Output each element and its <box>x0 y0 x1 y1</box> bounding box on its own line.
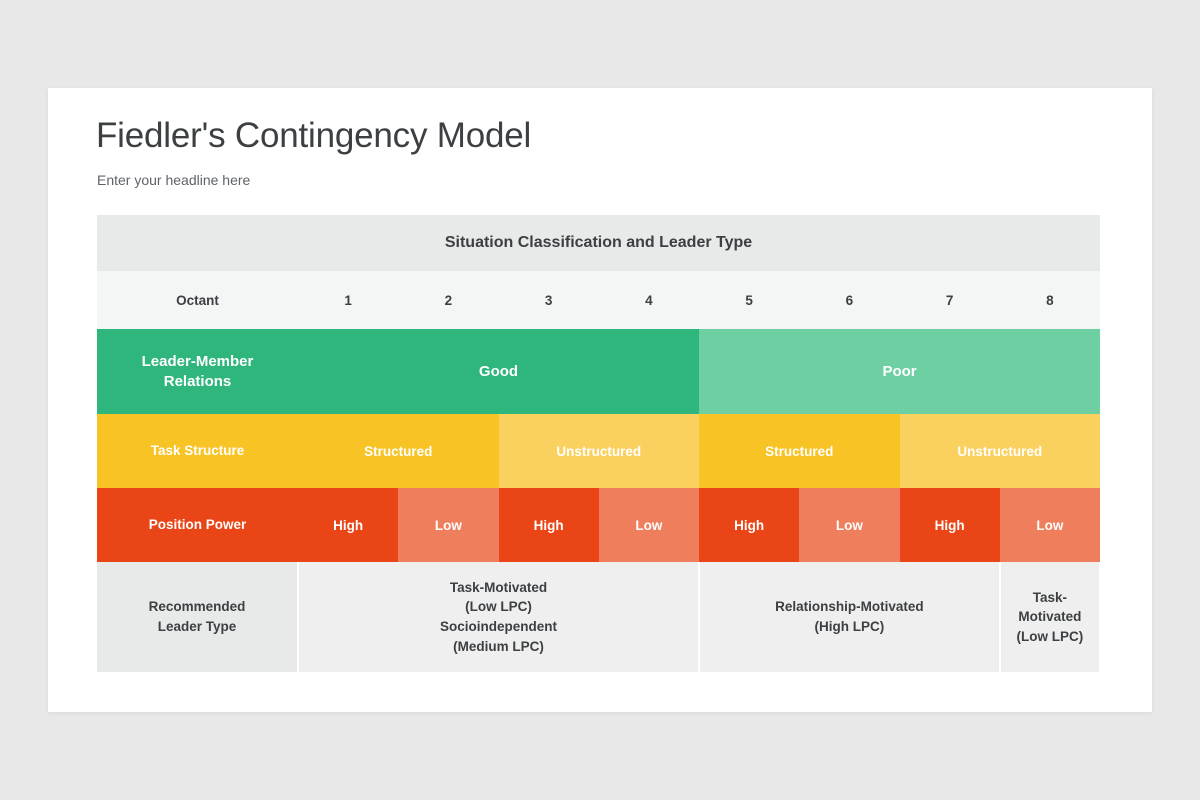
contingency-matrix <box>97 215 1101 672</box>
position-power-cell-6: Low <box>799 488 899 562</box>
rec2-line1: Relationship-Motivated <box>775 599 924 615</box>
rec1-line1: Task-Motivated <box>449 579 548 595</box>
lmr-label-line2: Relations <box>163 372 232 390</box>
position-power-cell-3: High <box>499 488 599 562</box>
rec3-line3: (Low LPC) <box>1016 628 1084 644</box>
octant-row-label: Octant <box>97 271 298 329</box>
leader-member-relations-label <box>97 329 298 414</box>
recommended-cell-1 <box>298 562 699 672</box>
position-power-cell-7: High <box>900 488 1000 562</box>
rec1-line3: Socioindependent <box>439 619 557 634</box>
task-structure-cell-4: Unstructured <box>900 414 1101 488</box>
octant-cell-7: 7 <box>900 271 1000 329</box>
position-power-row <box>97 488 1100 562</box>
position-power-cell-5: High <box>699 488 799 562</box>
rec3-line2: Motivated <box>1018 609 1082 625</box>
octant-cell-4: 4 <box>599 271 699 329</box>
recommended-cell-2 <box>699 562 1000 672</box>
matrix-banner: Situation Classification and Leader Type <box>97 215 1100 271</box>
task-structure-cell-1: Structured <box>298 414 499 488</box>
rec2-line2: (High LPC) <box>814 619 885 634</box>
octant-row <box>97 271 1100 329</box>
octant-cell-5: 5 <box>699 271 799 329</box>
recommended-leader-type-label <box>97 562 298 672</box>
rec3-line1: Task- <box>1032 589 1068 605</box>
lmr-cell-poor: Poor <box>699 329 1100 414</box>
task-structure-label: Task Structure <box>97 414 298 488</box>
position-power-cell-2: Low <box>398 488 498 562</box>
task-structure-cell-2: Unstructured <box>499 414 700 488</box>
slide-canvas <box>48 88 1152 712</box>
position-power-cell-1: High <box>298 488 398 562</box>
rec1-line4: (Medium LPC) <box>453 638 544 654</box>
matrix-banner-row <box>97 215 1100 271</box>
recommended-leader-type-row <box>97 562 1100 672</box>
rec-label-line2: Leader Type <box>157 619 237 634</box>
rec-label-line1: Recommended <box>148 599 246 615</box>
octant-cell-1: 1 <box>298 271 398 329</box>
lmr-cell-good: Good <box>298 329 699 414</box>
position-power-cell-4: Low <box>599 488 699 562</box>
rec1-line2: (Low LPC) <box>465 599 532 615</box>
page-title: Fiedler's Contingency Model <box>96 116 532 155</box>
position-power-cell-8: Low <box>1000 488 1100 562</box>
octant-cell-2: 2 <box>398 271 498 329</box>
position-power-label: Position Power <box>97 488 298 562</box>
recommended-cell-3 <box>1000 562 1100 672</box>
page-subtitle: Enter your headline here <box>97 172 251 188</box>
task-structure-row <box>97 414 1100 488</box>
lmr-label-line1: Leader-Member <box>141 353 254 371</box>
octant-cell-8: 8 <box>1000 271 1100 329</box>
task-structure-cell-3: Structured <box>699 414 900 488</box>
leader-member-relations-row <box>97 329 1100 414</box>
octant-cell-6: 6 <box>799 271 899 329</box>
octant-cell-3: 3 <box>499 271 599 329</box>
